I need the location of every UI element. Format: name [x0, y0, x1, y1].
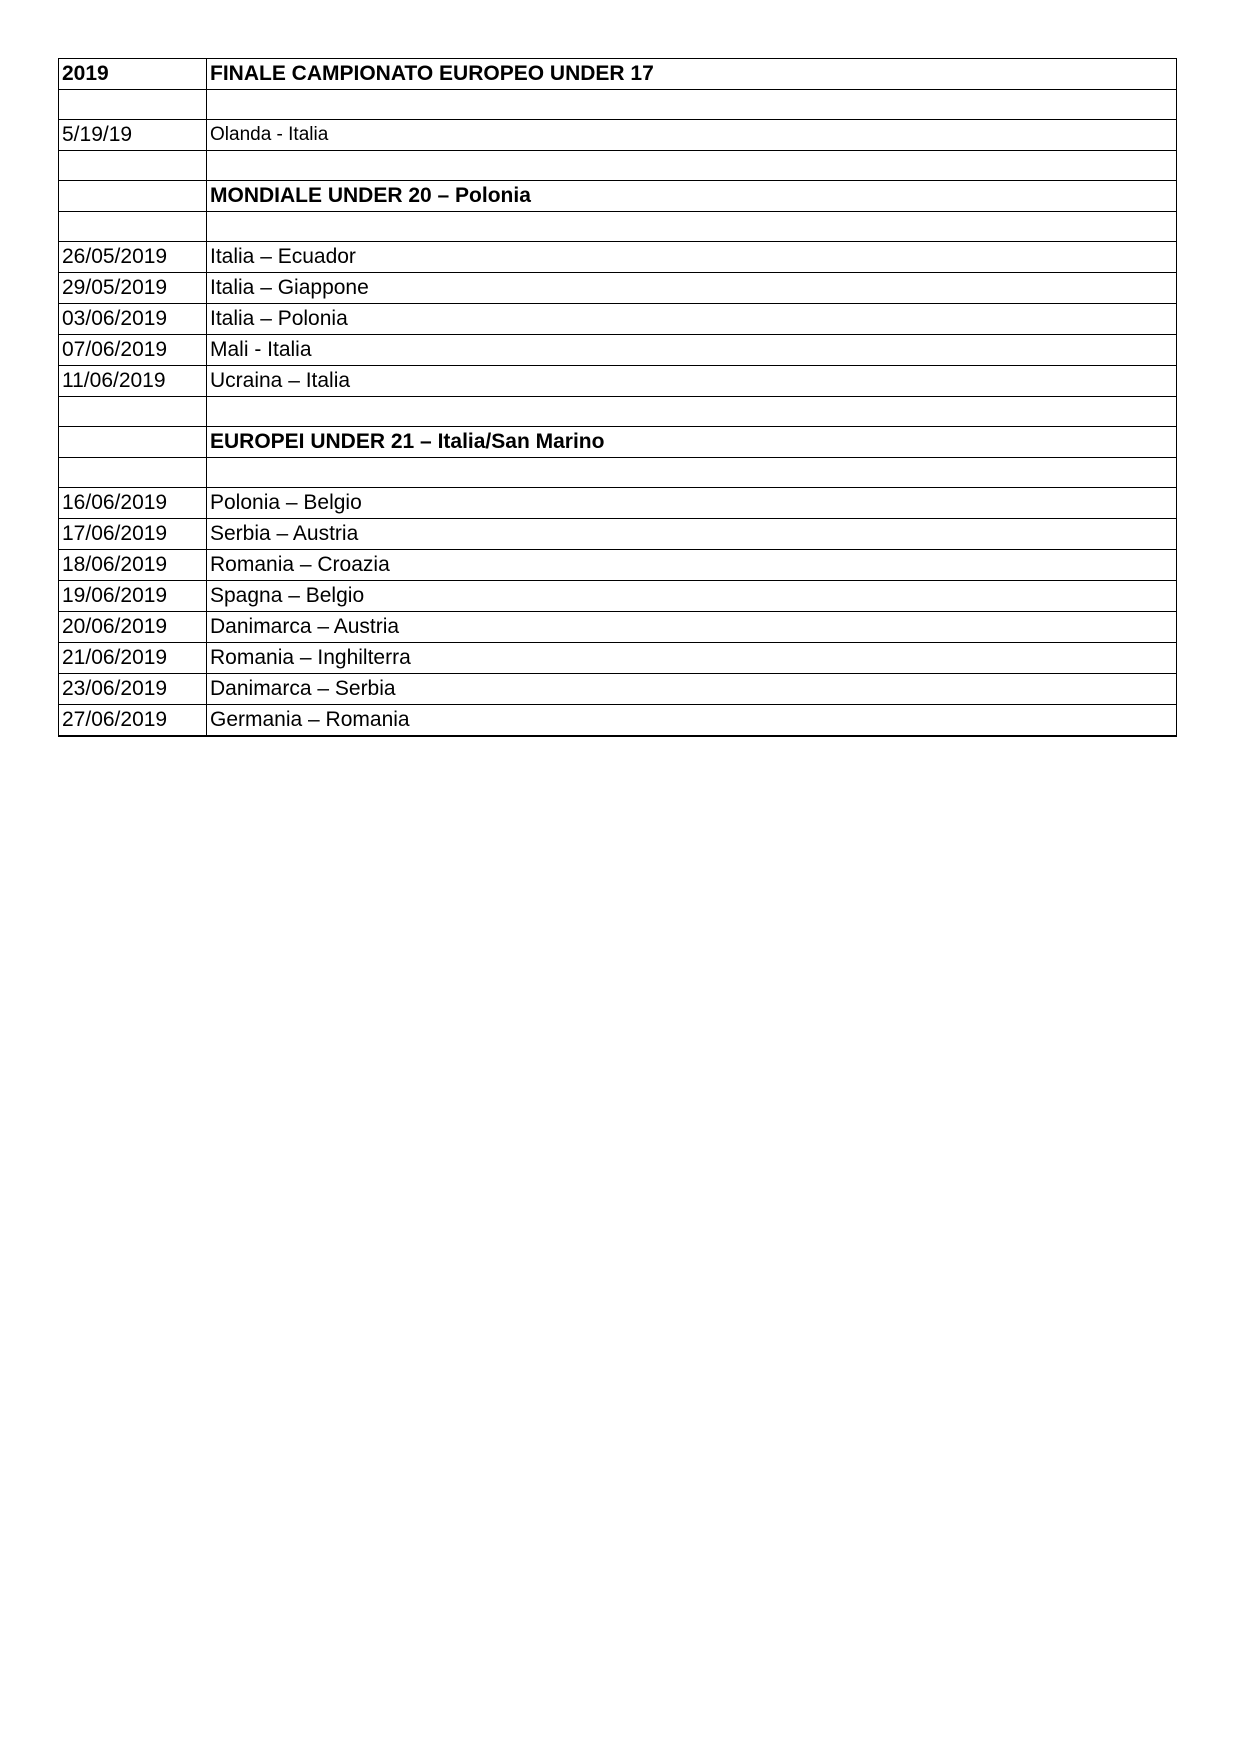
section-title-u21: EUROPEI UNDER 21 – Italia/San Marino — [207, 427, 1177, 458]
empty-cell — [59, 458, 207, 488]
empty-cell — [207, 458, 1177, 488]
match-teams: Olanda - Italia — [207, 120, 1177, 151]
table-row — [59, 304, 1177, 335]
table-row — [59, 550, 1177, 581]
match-date: 07/06/2019 — [59, 335, 207, 366]
match-teams: Romania – Croazia — [207, 550, 1177, 581]
table-row — [59, 59, 1177, 90]
match-date: 21/06/2019 — [59, 643, 207, 674]
match-teams: Mali - Italia — [207, 335, 1177, 366]
year-cell: 2019 — [59, 59, 207, 90]
match-teams: Serbia – Austria — [207, 519, 1177, 550]
table-row — [59, 366, 1177, 397]
match-teams: Germania – Romania — [207, 705, 1177, 737]
table-row — [59, 273, 1177, 304]
empty-cell — [207, 151, 1177, 181]
match-date: 27/06/2019 — [59, 705, 207, 737]
empty-cell — [59, 90, 207, 120]
match-teams: Romania – Inghilterra — [207, 643, 1177, 674]
match-teams: Italia – Ecuador — [207, 242, 1177, 273]
empty-row — [59, 90, 1177, 120]
match-teams: Italia – Giappone — [207, 273, 1177, 304]
empty-cell — [59, 181, 207, 212]
match-date: 26/05/2019 — [59, 242, 207, 273]
match-teams: Danimarca – Serbia — [207, 674, 1177, 705]
table-row — [59, 674, 1177, 705]
match-date: 20/06/2019 — [59, 612, 207, 643]
table-row — [59, 427, 1177, 458]
table-row — [59, 519, 1177, 550]
empty-cell — [207, 397, 1177, 427]
section-title-u20: MONDIALE UNDER 20 – Polonia — [207, 181, 1177, 212]
table-row — [59, 242, 1177, 273]
match-teams: Italia – Polonia — [207, 304, 1177, 335]
match-teams: Polonia – Belgio — [207, 488, 1177, 519]
table-row — [59, 335, 1177, 366]
empty-row — [59, 458, 1177, 488]
empty-cell — [59, 397, 207, 427]
match-date: 18/06/2019 — [59, 550, 207, 581]
match-date: 5/19/19 — [59, 120, 207, 151]
match-date: 03/06/2019 — [59, 304, 207, 335]
empty-cell — [207, 90, 1177, 120]
schedule-table — [58, 58, 1177, 737]
match-date: 11/06/2019 — [59, 366, 207, 397]
table-row — [59, 581, 1177, 612]
empty-row — [59, 151, 1177, 181]
empty-cell — [207, 212, 1177, 242]
match-date: 16/06/2019 — [59, 488, 207, 519]
empty-cell — [59, 212, 207, 242]
table-row — [59, 120, 1177, 151]
match-teams: Danimarca – Austria — [207, 612, 1177, 643]
empty-cell — [59, 151, 207, 181]
table-row — [59, 612, 1177, 643]
match-teams: Spagna – Belgio — [207, 581, 1177, 612]
empty-cell — [59, 427, 207, 458]
match-teams: Ucraina – Italia — [207, 366, 1177, 397]
match-date: 19/06/2019 — [59, 581, 207, 612]
section-title-u17: FINALE CAMPIONATO EUROPEO UNDER 17 — [207, 59, 1177, 90]
table-row — [59, 705, 1177, 737]
match-date: 23/06/2019 — [59, 674, 207, 705]
match-date: 29/05/2019 — [59, 273, 207, 304]
table-row — [59, 488, 1177, 519]
table-row — [59, 643, 1177, 674]
empty-row — [59, 212, 1177, 242]
table-row — [59, 181, 1177, 212]
match-date: 17/06/2019 — [59, 519, 207, 550]
empty-row — [59, 397, 1177, 427]
